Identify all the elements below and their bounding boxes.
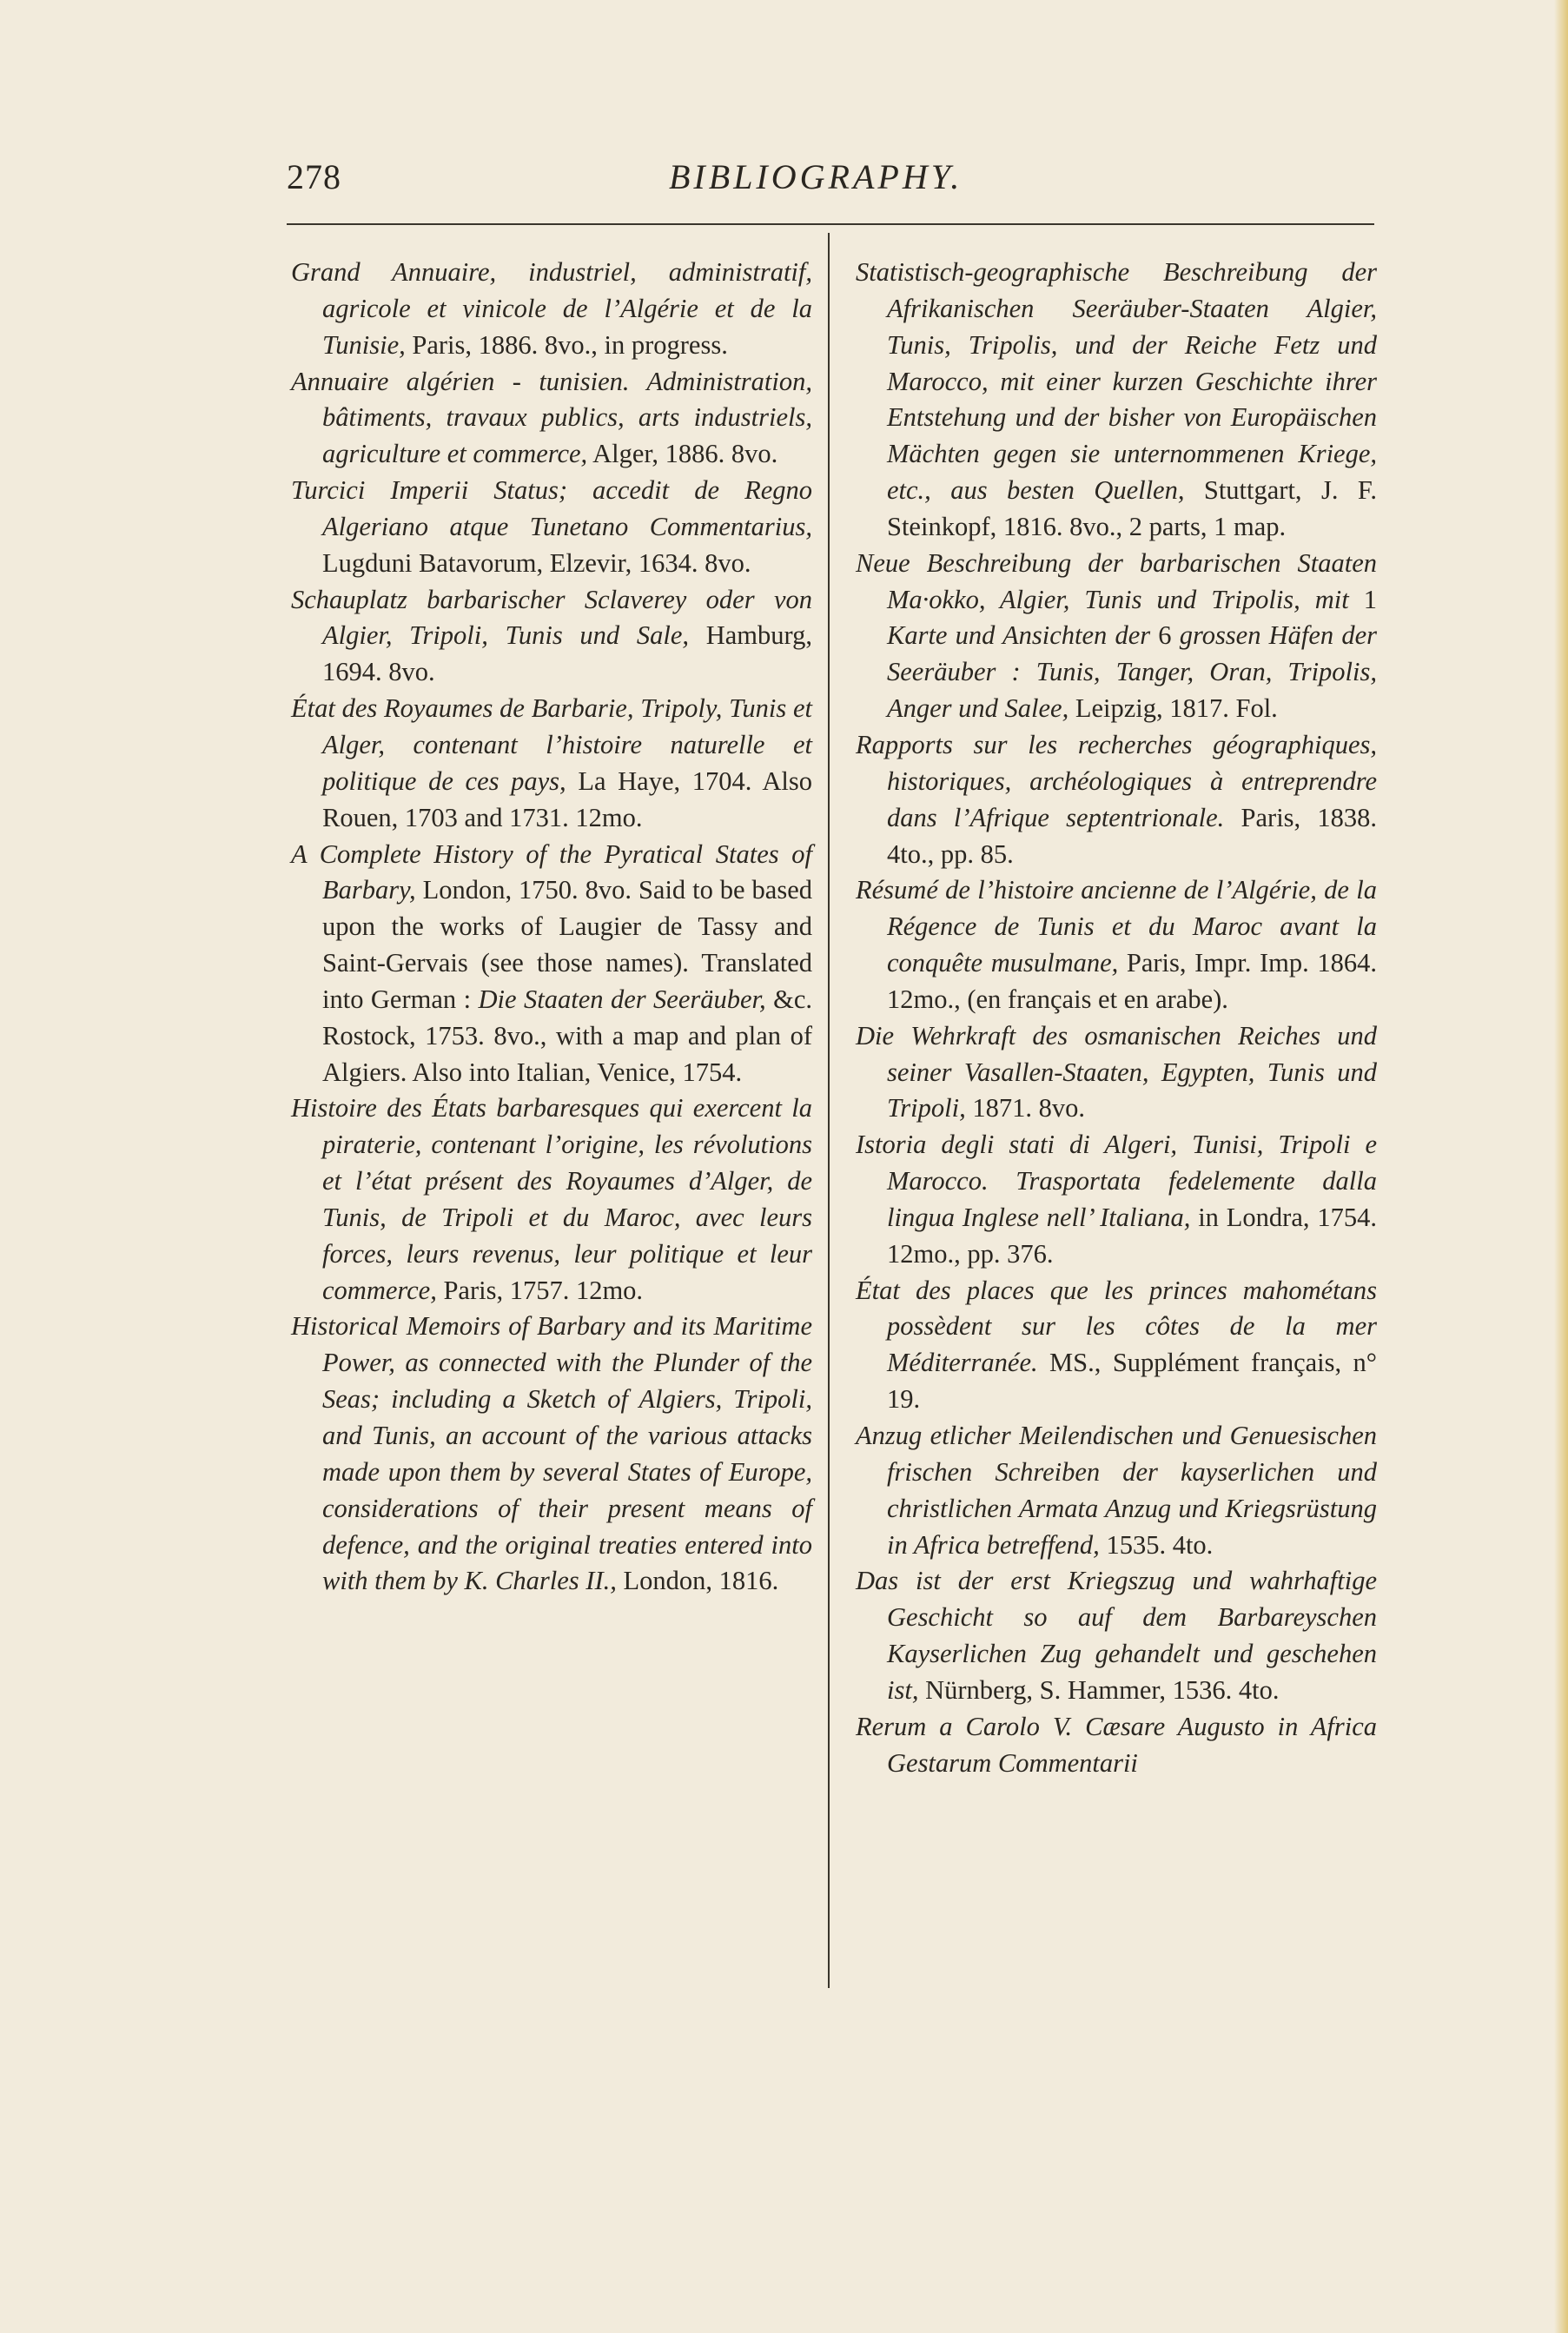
entry-title: Istoria degli stati di Algeri, Tunisi, Tripoli e Marocco. Trasportata fedelemente dalla lingua Inglese nell’ Italiana, <box>856 1130 1377 1232</box>
bibliography-entry <box>856 1563 1377 1708</box>
entry-details: Paris, 1838. 4to., pp. 85. <box>887 802 1378 869</box>
page-edge <box>1554 0 1568 2333</box>
entry-details: La Haye, 1704. Also Rouen, 1703 and 1731. 12mo. <box>322 766 812 832</box>
entry-title: Histoire des États barbaresques qui exercent la piraterie, contenant l’origine, les révolutions et l’état présent des Royaumes d’Alger, de Tunis, de Tripoli et du Maroc, avec leurs forces, leurs revenus, leur politique et leur commerce, <box>291 1093 812 1305</box>
entry-title-translation: Die Staaten der Seeräuber, <box>478 984 766 1014</box>
entry-details: 1535. 4to. <box>1099 1529 1214 1560</box>
bibliography-entry <box>856 872 1377 1017</box>
entry-title: Das ist der erst Kriegszug und wahrhaftige Geschicht so auf dem Barbareyschen Kayserlichen Zug gehandelt und geschehen ist, <box>856 1566 1377 1705</box>
bibliography-entry <box>291 1309 812 1600</box>
entry-details: Paris, 1886. 8vo., in progress. <box>405 329 728 360</box>
page-number: 278 <box>287 157 341 196</box>
header-rule <box>287 223 1374 225</box>
entry-details: Hamburg, 1694. 8vo. <box>322 620 812 687</box>
entry-title: Neue Beschreibung der barbarischen Staaten Ma·okko, Algier, Tunis und Tripolis, mit <box>856 547 1377 614</box>
bibliography-entry <box>856 255 1377 546</box>
entry-details: &c. Rostock, 1753. 8vo., with a map and plan of Algiers. Also into Italian, Venice, 1754. <box>322 984 812 1087</box>
entry-title: Anzug etlicher Meilendischen und Genuesischen frischen Schreiben der kayserlichen und christlichen Armata Anzug und Kriegsrüstung in Africa betreffend, <box>856 1421 1377 1560</box>
bibliography-entry <box>856 1418 1377 1563</box>
left-column <box>291 255 812 1600</box>
entry-details: Alger, 1886. 8vo. <box>587 439 778 469</box>
bibliography-entry <box>856 1018 1377 1128</box>
entry-title: grossen Häfen der Seeräuber : Tunis, Tanger, Oran, Tripolis, Anger und Salee, <box>887 620 1377 724</box>
bibliography-entry <box>291 691 812 836</box>
entry-title: Résumé de l’histoire ancienne de l’Algérie, de la Régence de Tunis et du Maroc avant la conquête musulmane, <box>856 875 1377 978</box>
bibliography-entry <box>856 1709 1377 1782</box>
right-column <box>856 255 1377 1781</box>
bibliography-entry <box>856 1127 1377 1272</box>
bibliography-entry <box>291 1090 812 1309</box>
bibliography-entry <box>291 255 812 364</box>
bibliography-entry <box>291 582 812 692</box>
entry-details: London, 1816. <box>616 1566 779 1596</box>
entry-details: Lugduni Batavorum, Elzevir, 1634. 8vo. <box>322 547 751 578</box>
entry-details: MS., Supplément français, n° 19. <box>887 1348 1377 1415</box>
entry-title: A Complete History of the Pyratical States of Barbary, <box>291 838 812 905</box>
entry-details: 1871. 8vo. <box>965 1093 1085 1123</box>
entry-details: 1 <box>1348 584 1378 614</box>
entry-title: Karte und Ansichten der <box>887 620 1151 651</box>
column-divider <box>828 233 830 1988</box>
entry-details: London, 1750. 8vo. Said to be based upon the works of Laugier de Tassy and Saint-Gervais (see those names). Translated into German : <box>322 875 812 1014</box>
entry-title: Rerum a Carolo V. Cæsare Augusto in Africa Gestarum Commentarii <box>856 1711 1377 1778</box>
entry-details: Paris, Impr. Imp. 1864. 12mo., (en français et en arabe). <box>887 948 1377 1014</box>
entry-details: 6 <box>1150 620 1180 651</box>
page-header <box>287 156 1368 209</box>
entry-title: État des places que les princes mahométans possèdent sur les côtes de la mer Méditerranée. <box>856 1275 1377 1378</box>
entry-details: in Londra, 1754. 12mo., pp. 376. <box>887 1202 1377 1269</box>
entry-details: Leipzig, 1817. Fol. <box>1068 693 1278 724</box>
entry-title: Historical Memoirs of Barbary and its Maritime Power, as connected with the Plunder of the Seas; including a Sketch of Algiers, Tripoli, and Tunis, an account of the various attacks made upon them by several States of Europe, considerations of their present means of defence, and the original treaties entered into with them by K. Charles II., <box>291 1311 812 1596</box>
entry-title: Rapports sur les recherches géographiques, historiques, archéologiques à entreprendre dans l’Afrique septentrionale. <box>856 729 1377 832</box>
entry-title: Turcici Imperii Status; accedit de Regno Algeriano atque Tunetano Commentarius, <box>291 475 812 541</box>
entry-title: État des Royaumes de Barbarie, Tripoly, Tunis et Alger, contenant l’histoire naturelle et politique de ces pays, <box>291 693 812 796</box>
bibliography-entry <box>856 546 1377 727</box>
entry-title: Schauplatz barbarischer Sclaverey oder von Algier, Tripoli, Tunis und Sale, <box>291 584 812 651</box>
entry-title: Grand Annuaire, industriel, administratif, agricole et vinicole de l’Algérie et de la Tunisie, <box>291 257 812 360</box>
bibliography-entry <box>291 473 812 582</box>
bibliography-entry <box>856 727 1377 872</box>
entry-details: Nürnberg, S. Hammer, 1536. 4to. <box>918 1674 1280 1705</box>
entry-details: Paris, 1757. 12mo. <box>436 1275 644 1305</box>
bibliography-entry <box>291 364 812 474</box>
entry-details: Stuttgart, J. F. Steinkopf, 1816. 8vo., 2 parts, 1 map. <box>887 475 1377 541</box>
entry-title: Statistisch-geographische Beschreibung der Afrikanischen Seeräuber-Staaten Algier, Tunis, Tripolis, und der Reiche Fetz und Marocco, mit einer kurzen Geschichte ihrer Entstehung und der bisher von Europäischen Mächten gegen sie unternommenen Kriege, etc., aus besten Quellen, <box>856 257 1377 506</box>
bibliography-entry <box>291 837 812 1091</box>
entry-title: Die Wehrkraft des osmanischen Reiches und seiner Vasallen-Staaten, Egypten, Tunis und Tripoli, <box>856 1020 1377 1123</box>
entry-title: Annuaire algérien - tunisien. Administration, bâtiments, travaux publics, arts industriels, agriculture et commerce, <box>291 366 812 469</box>
running-head: BIBLIOGRAPHY. <box>669 157 963 196</box>
bibliography-entry <box>856 1273 1377 1418</box>
